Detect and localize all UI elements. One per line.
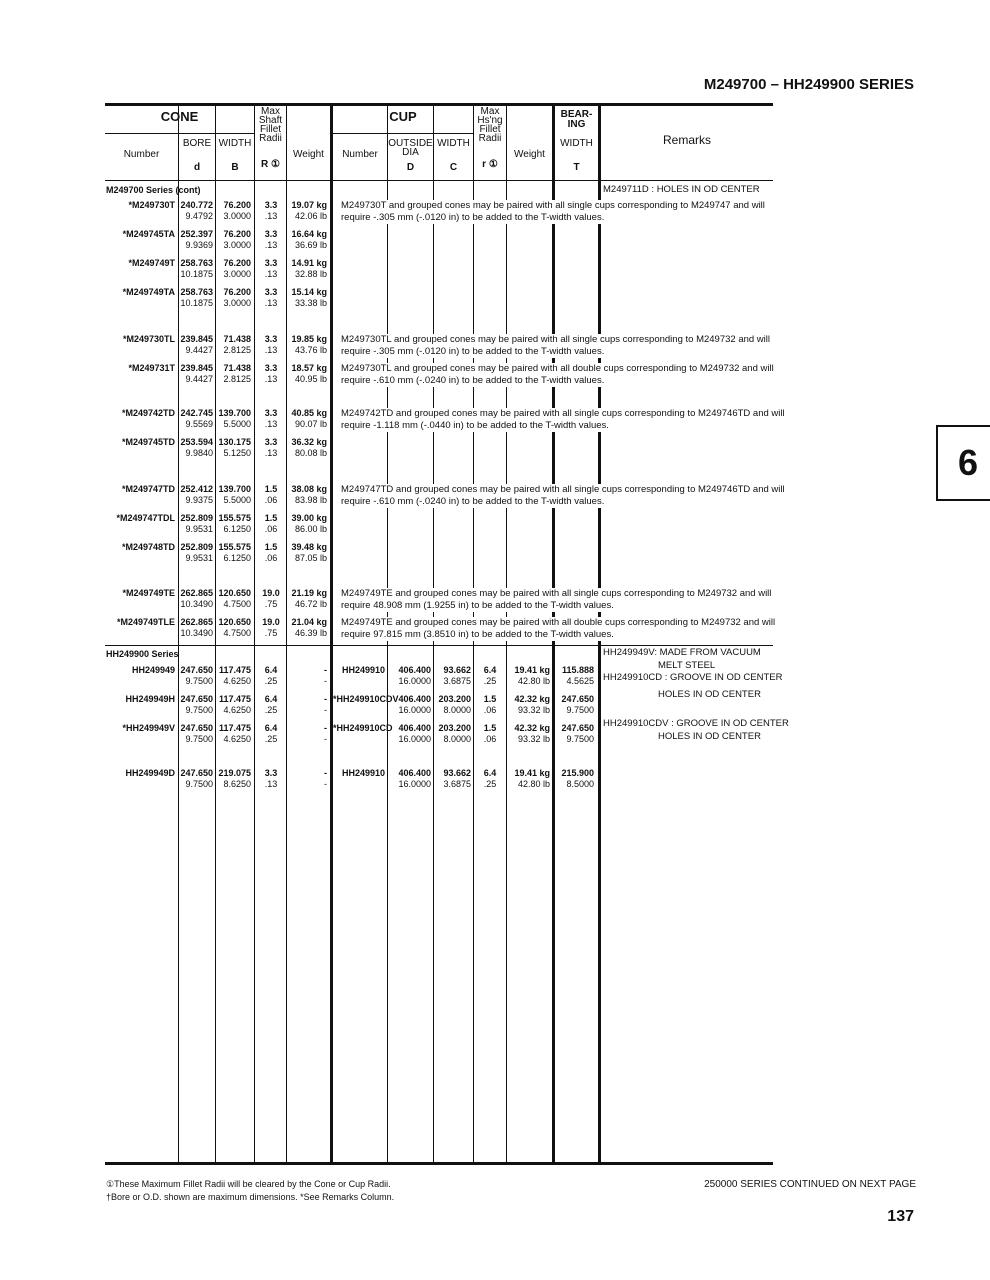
pairing-note: M249749TE and grouped cones may be paired with all double cups corresponding to M249732 and will require 97.815 mm (3.8510 in) to be added to the T-width values. [341,617,776,640]
section-tab: 6 [936,425,990,501]
cell-cw: 93.662 3.6875 [443,665,471,686]
cell-num: *M249745TD [121,437,175,447]
cell-cw: 203.200 8.0000 [438,723,471,744]
cell-od: 406.400 16.0000 [398,694,431,715]
cell-bore: 252.412 9.9375 [180,484,213,505]
bearing-header: BEAR- ING [560,109,593,130]
cell-r: 19.0 .75 [262,617,280,638]
remark: HH249949V: MADE FROM VACUUM [603,647,761,658]
cell-bw: 247.650 9.7500 [561,723,594,744]
cell-wt: 40.85 kg 90.07 lb [291,408,327,429]
table-row [105,287,773,313]
cell-bore: 239.845 9.4427 [180,363,213,384]
cell-cr: 1.5 .06 [483,723,497,744]
cell-wt: 18.57 kg 40.95 lb [291,363,327,384]
width-header: WIDTH [218,138,252,149]
cell-bore: 247.650 9.7500 [180,768,213,789]
cell-w: 120.650 4.7500 [218,617,251,638]
cell-num: HH249949 [131,665,175,675]
header-rule [105,133,254,134]
cell-wt: - - [324,665,327,686]
table-row [105,258,773,284]
cell-w: 117.475 4.6250 [218,694,251,715]
cell-wt: 36.32 kg 80.08 lb [291,437,327,458]
bearing-width-symbol: T [573,162,580,173]
header-bottom-rule [105,180,773,181]
remark: HOLES IN OD CENTER [658,689,761,700]
cell-bore: 252.809 9.9531 [180,513,213,534]
cell-r: 1.5 .06 [264,513,278,534]
cell-cr: 1.5 .06 [483,694,497,715]
cell-cwt: 19.41 kg 42.80 lb [514,665,550,686]
table-row [105,542,773,568]
cell-bore: 262.865 10.3490 [180,588,213,609]
cell-w: 219.075 8.6250 [218,768,251,789]
max-shaft-header: Max Shaft Fillet Radii [258,106,283,144]
pairing-note: M249730T and grouped cones may be paired with all single cups corresponding to M249747 and will require -.305 mm (-.0120 in) to be added to the T-width values. [341,200,765,223]
cell-num: *M249731T [128,363,175,373]
cell-w: 71.438 2.8125 [223,363,251,384]
cell-w: 71.438 2.8125 [223,334,251,355]
cell-wt: 19.85 kg 43.76 lb [291,334,327,355]
cup-header: CUP [389,109,417,124]
cell-num: *M249747TD [121,484,175,494]
cell-num: *M249742TD [121,408,175,418]
cell-num: HH249949H [125,694,175,704]
shaft-radius-symbol: R ① [261,159,280,170]
cell-bore: 247.650 9.7500 [180,694,213,715]
cell-bore: 252.397 9.9369 [180,229,213,250]
table-body [105,183,789,1162]
table-row [105,437,773,463]
cell-od: 406.400 16.0000 [398,723,431,744]
cell-cr: 6.4 .25 [483,665,497,686]
cell-r: 3.3 .13 [264,363,278,384]
remark: MELT STEEL [658,660,716,671]
cell-r: 3.3 .13 [264,258,278,279]
pairing-note: M249747TD and grouped cones may be paired with all single cups corresponding to M249746TD and will require -.610 mm (-.0240 in) to be added to the T-width values. [341,484,785,507]
footnote: †Bore or O.D. shown are maximum dimensions. *See Remarks Column. [106,1192,395,1202]
cell-bore: 262.865 10.3490 [180,617,213,638]
cell-bore: 258.763 10.1875 [180,258,213,279]
cell-cwt: 42.32 kg 93.32 lb [514,723,550,744]
cell-r: 6.4 .25 [264,723,278,744]
continued-note: 250000 SERIES CONTINUED ON NEXT PAGE [704,1179,916,1190]
cell-w: 139.700 5.5000 [218,408,251,429]
pairing-note: M249742TD and grouped cones may be paired with all single cups corresponding to M249746TD and will require -1.118 mm (-.0440 in) to be added to the T-width values. [341,408,785,431]
cell-r: 1.5 .06 [264,484,278,505]
cell-r: 19.0 .75 [262,588,280,609]
cell-num: *M249747TDL [116,513,175,523]
cell-r: 3.3 .13 [264,287,278,308]
cell-num: *M249749T [128,258,175,268]
remark: HOLES IN OD CENTER [658,731,761,742]
cell-bw: 247.650 9.7500 [561,694,594,715]
cell-w: 117.475 4.6250 [218,723,251,744]
cell-wt: 39.00 kg 86.00 lb [291,513,327,534]
cell-wt: - - [324,694,327,715]
footnotes [106,1178,394,1204]
pairing-note: M249730TL and grouped cones may be paired with all single cups corresponding to M249732 and will require -.305 mm (-.0120 in) to be added to the T-width values. [341,334,770,357]
cell-r: 3.3 .13 [264,334,278,355]
cell-bw: 215.900 8.5000 [561,768,594,789]
cell-num: *M249749TE [122,588,175,598]
cell-num: *M249745TA [122,229,175,239]
cell-w: 76.200 3.0000 [223,229,251,250]
cell-r: 3.3 .13 [264,437,278,458]
cell-wt: 16.64 kg 36.69 lb [291,229,327,250]
table-top-rule [105,103,773,106]
cell-od: 406.400 16.0000 [398,768,431,789]
cell-wt: - - [324,723,327,744]
cell-bore: 252.809 9.9531 [180,542,213,563]
cell-bore: 253.594 9.9840 [180,437,213,458]
cell-bw: 115.888 4.5625 [561,665,594,686]
header-rule [333,133,473,134]
table-row [105,768,773,794]
cell-cw: 93.662 3.6875 [443,768,471,789]
cell-w: 76.200 3.0000 [223,200,251,221]
section-label: HH249900 Series [106,649,179,659]
cell-cnum: *HH249910CDV [333,694,399,704]
cell-num: *M249749TA [122,287,175,297]
cell-r: 3.3 .13 [264,200,278,221]
cell-r: 3.3 .13 [264,229,278,250]
cell-cnum: HH249910 [341,665,385,675]
series-title: M249700 – HH249900 SERIES [703,76,914,93]
cell-bore: 239.845 9.4427 [180,334,213,355]
cell-w: 155.575 6.1250 [218,513,251,534]
cell-num: *M249749TLE [116,617,175,627]
pairing-note: M249749TE and grouped cones may be paired with all single cups corresponding to M249732 and will require 48.908 mm (1.9255 in) to be added to the T-width values. [341,588,772,611]
cell-wt: 19.07 kg 42.06 lb [291,200,327,221]
remark: M249711D : HOLES IN OD CENTER [603,184,760,195]
cell-wt: 21.19 kg 46.72 lb [291,588,327,609]
cell-wt: 38.08 kg 83.98 lb [291,484,327,505]
cell-w: 155.575 6.1250 [218,542,251,563]
bore-header: BORE [182,138,212,149]
cell-w: 139.700 5.5000 [218,484,251,505]
cell-bore: 247.650 9.7500 [180,723,213,744]
cup-width-header: WIDTH [437,138,470,149]
cell-wt: 21.04 kg 46.39 lb [291,617,327,638]
cell-cr: 6.4 .25 [483,768,497,789]
cell-num: HH249949D [125,768,175,778]
cell-bore: 258.763 10.1875 [180,287,213,308]
section-rule [105,645,773,646]
cell-wt: 15.14 kg 33.38 lb [291,287,327,308]
cell-bore: 247.650 9.7500 [180,665,213,686]
cell-w: 130.175 5.1250 [218,437,251,458]
cone-weight-header: Weight [293,149,324,160]
cell-r: 3.3 .13 [264,768,278,789]
cell-cnum: *HH249910CD [333,723,393,733]
cell-num: *M249748TD [121,542,175,552]
cell-r: 3.3 .13 [264,408,278,429]
cell-cwt: 42.32 kg 93.32 lb [514,694,550,715]
cell-w: 120.650 4.7500 [218,588,251,609]
table-row [105,513,773,539]
cell-r: 1.5 .06 [264,542,278,563]
cell-r: 6.4 .25 [264,665,278,686]
page-number: 137 [887,1208,914,1225]
pairing-note: M249730TL and grouped cones may be paired with all double cups corresponding to M249732 and will require -.610 mm (-.0240 in) to be added to the T-width values. [341,363,774,386]
cell-wt: 14.91 kg 32.88 lb [291,258,327,279]
bearing-width-header: WIDTH [560,138,593,149]
od-symbol: D [406,162,415,173]
bearing-table [105,103,789,1165]
footnote: ①These Maximum Fillet Radii will be cleared by the Cone or Cup Radii. [106,1179,391,1189]
max-hsng-header: Max Hs'ng Fillet Radii [477,106,503,144]
table-row [105,229,773,255]
cup-width-symbol: C [449,162,458,173]
cell-num: *HH249949V [122,723,175,733]
cup-weight-header: Weight [514,149,545,160]
cup-number-header: Number [342,149,378,160]
cell-w: 76.200 3.0000 [223,258,251,279]
cell-od: 406.400 16.0000 [398,665,431,686]
hsng-radius-symbol: r ① [482,159,498,170]
bore-symbol: d [193,162,201,173]
remark: HH249910CDV : GROOVE IN OD CENTER [603,718,789,729]
cell-num: *M249730T [128,200,175,210]
cell-w: 117.475 4.6250 [218,665,251,686]
cell-bore: 240.772 9.4792 [180,200,213,221]
cone-header: CONE [160,109,199,124]
cell-bore: 242.745 9.5569 [180,408,213,429]
cone-number-header: Number [123,149,160,160]
cell-num: *M249730TL [122,334,175,344]
section-label: M249700 Series (cont) [106,185,201,195]
cell-wt: - - [324,768,327,789]
cell-cnum: HH249910 [341,768,385,778]
remark: HH249910CD : GROOVE IN OD CENTER [603,672,783,683]
remarks-header: Remarks [662,133,711,147]
outside-dia-header: OUTSIDE DIA [388,138,433,158]
cell-r: 6.4 .25 [264,694,278,715]
cell-cwt: 19.41 kg 42.80 lb [514,768,550,789]
cell-wt: 39.48 kg 87.05 lb [291,542,327,563]
width-symbol: B [231,162,239,173]
table-bottom-rule [105,1162,773,1165]
cell-cw: 203.200 8.0000 [438,694,471,715]
cell-w: 76.200 3.0000 [223,287,251,308]
